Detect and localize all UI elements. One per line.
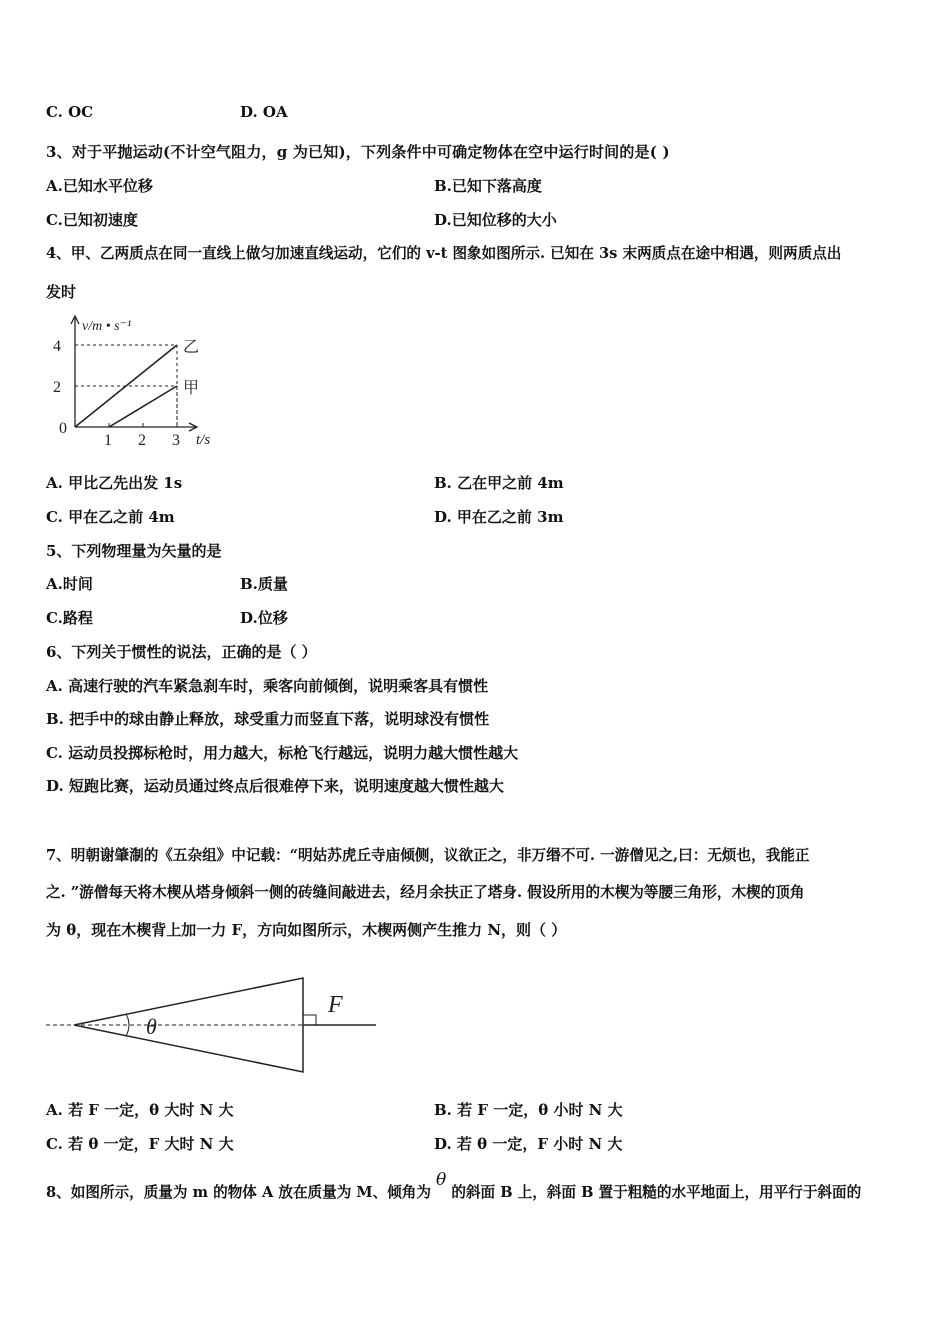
force-label: F <box>328 992 343 1018</box>
q5-option-a: A.时间 <box>46 575 93 593</box>
q7-line2: 之. ”游僧每天将木楔从塔身倾斜一侧的砖缝间敲进去，经月余扶正了塔身. 假设所用的木楔为等腰三角形，木楔的顶角 <box>46 884 805 901</box>
right-angle-mark <box>303 1015 316 1025</box>
x-axis-label: t/s <box>196 432 211 448</box>
q7-line3: 为 θ，现在木楔背上加一力 F，方向如图所示，木楔两侧产生推力 N，则（ ） <box>46 921 567 939</box>
vt-graph <box>46 308 236 458</box>
q5-stem: 5、下列物理量为矢量的是 <box>46 542 222 560</box>
q2-option-d: D. OA <box>240 103 288 121</box>
x-tick-label: 1 <box>104 432 112 449</box>
q6-option-c: C. 运动员投掷标枪时，用力越大，标枪飞行越远，说明力越大惯性越大 <box>46 744 519 762</box>
q8-theta: θ <box>436 1170 447 1190</box>
q3-stem: 3、对于平抛运动(不计空气阻力，g 为已知)，下列条件中可确定物体在空中运行时间的是( ) <box>46 143 670 161</box>
wedge-figure <box>40 970 390 1080</box>
q4-stem-line1: 4、甲、乙两质点在同一直线上做匀加速直线运动，它们的 v-t 图象如图所示. 已知在 3s 末两质点在途中相遇，则两质点出 <box>46 245 842 262</box>
q8-stem-line1 <box>46 1170 862 1203</box>
q3-option-b: B.已知下落高度 <box>434 177 542 195</box>
y-axis-label: v/m • s⁻¹ <box>82 319 132 334</box>
x-tick-label: 3 <box>172 432 180 449</box>
q7-option-c: C. 若 θ 一定，F 大时 N 大 <box>46 1135 234 1153</box>
q4-option-c: C. 甲在乙之前 4m <box>46 508 175 526</box>
y-tick-label: 2 <box>53 379 61 396</box>
q2-option-c: C. OC <box>46 103 94 121</box>
q8-part1: 8、如图所示，质量为 m 的物体 A 放在质量为 M、倾角为 <box>46 1184 437 1201</box>
q7-option-b: B. 若 F 一定，θ 小时 N 大 <box>434 1101 623 1119</box>
q5-option-c: C.路程 <box>46 609 93 627</box>
q6-option-d: D. 短跑比赛，运动员通过终点后很难停下来，说明速度越大惯性越大 <box>46 777 504 795</box>
q7-line1: 7、明朝谢肇淛的《五杂组》中记载：“明姑苏虎丘寺庙倾侧，议欲正之，非万缗不可. 一游僧见之,曰：无烦也，我能正 <box>46 847 810 864</box>
q3-option-c: C.已知初速度 <box>46 211 138 229</box>
q4-option-b: B. 乙在甲之前 4m <box>434 474 564 492</box>
q4-option-a: A. 甲比乙先出发 1s <box>46 474 183 492</box>
y-tick-label: 4 <box>53 338 61 355</box>
q5-option-b: B.质量 <box>240 575 288 593</box>
q7-option-a: A. 若 F 一定，θ 大时 N 大 <box>46 1101 234 1119</box>
q6-option-b: B. 把手中的球由静止释放，球受重力而竖直下落，说明球没有惯性 <box>46 710 490 728</box>
q6-stem: 6、下列关于惯性的说法，正确的是（ ） <box>46 643 317 661</box>
series-label-2: 甲 <box>183 380 200 397</box>
q7-option-d: D. 若 θ 一定，F 小时 N 大 <box>434 1135 623 1153</box>
q3-option-d: D.已知位移的大小 <box>434 211 557 229</box>
q4-option-d: D. 甲在乙之前 3m <box>434 508 564 526</box>
q6-option-a: A. 高速行驶的汽车紧急刹车时，乘客向前倾倒，说明乘客具有惯性 <box>46 677 489 695</box>
q8-part2: 的斜面 B 上，斜面 B 置于粗糙的水平地面上，用平行于斜面的 <box>446 1184 862 1201</box>
q3-option-a: A.已知水平位移 <box>46 177 153 195</box>
series-label-1: 乙 <box>183 339 200 356</box>
x-tick-label: 2 <box>138 432 146 449</box>
theta-label: θ <box>146 1014 157 1039</box>
q4-stem-line2: 发时 <box>46 283 77 301</box>
x-tick-label: 0 <box>59 420 67 437</box>
q5-option-d: D.位移 <box>240 609 288 627</box>
